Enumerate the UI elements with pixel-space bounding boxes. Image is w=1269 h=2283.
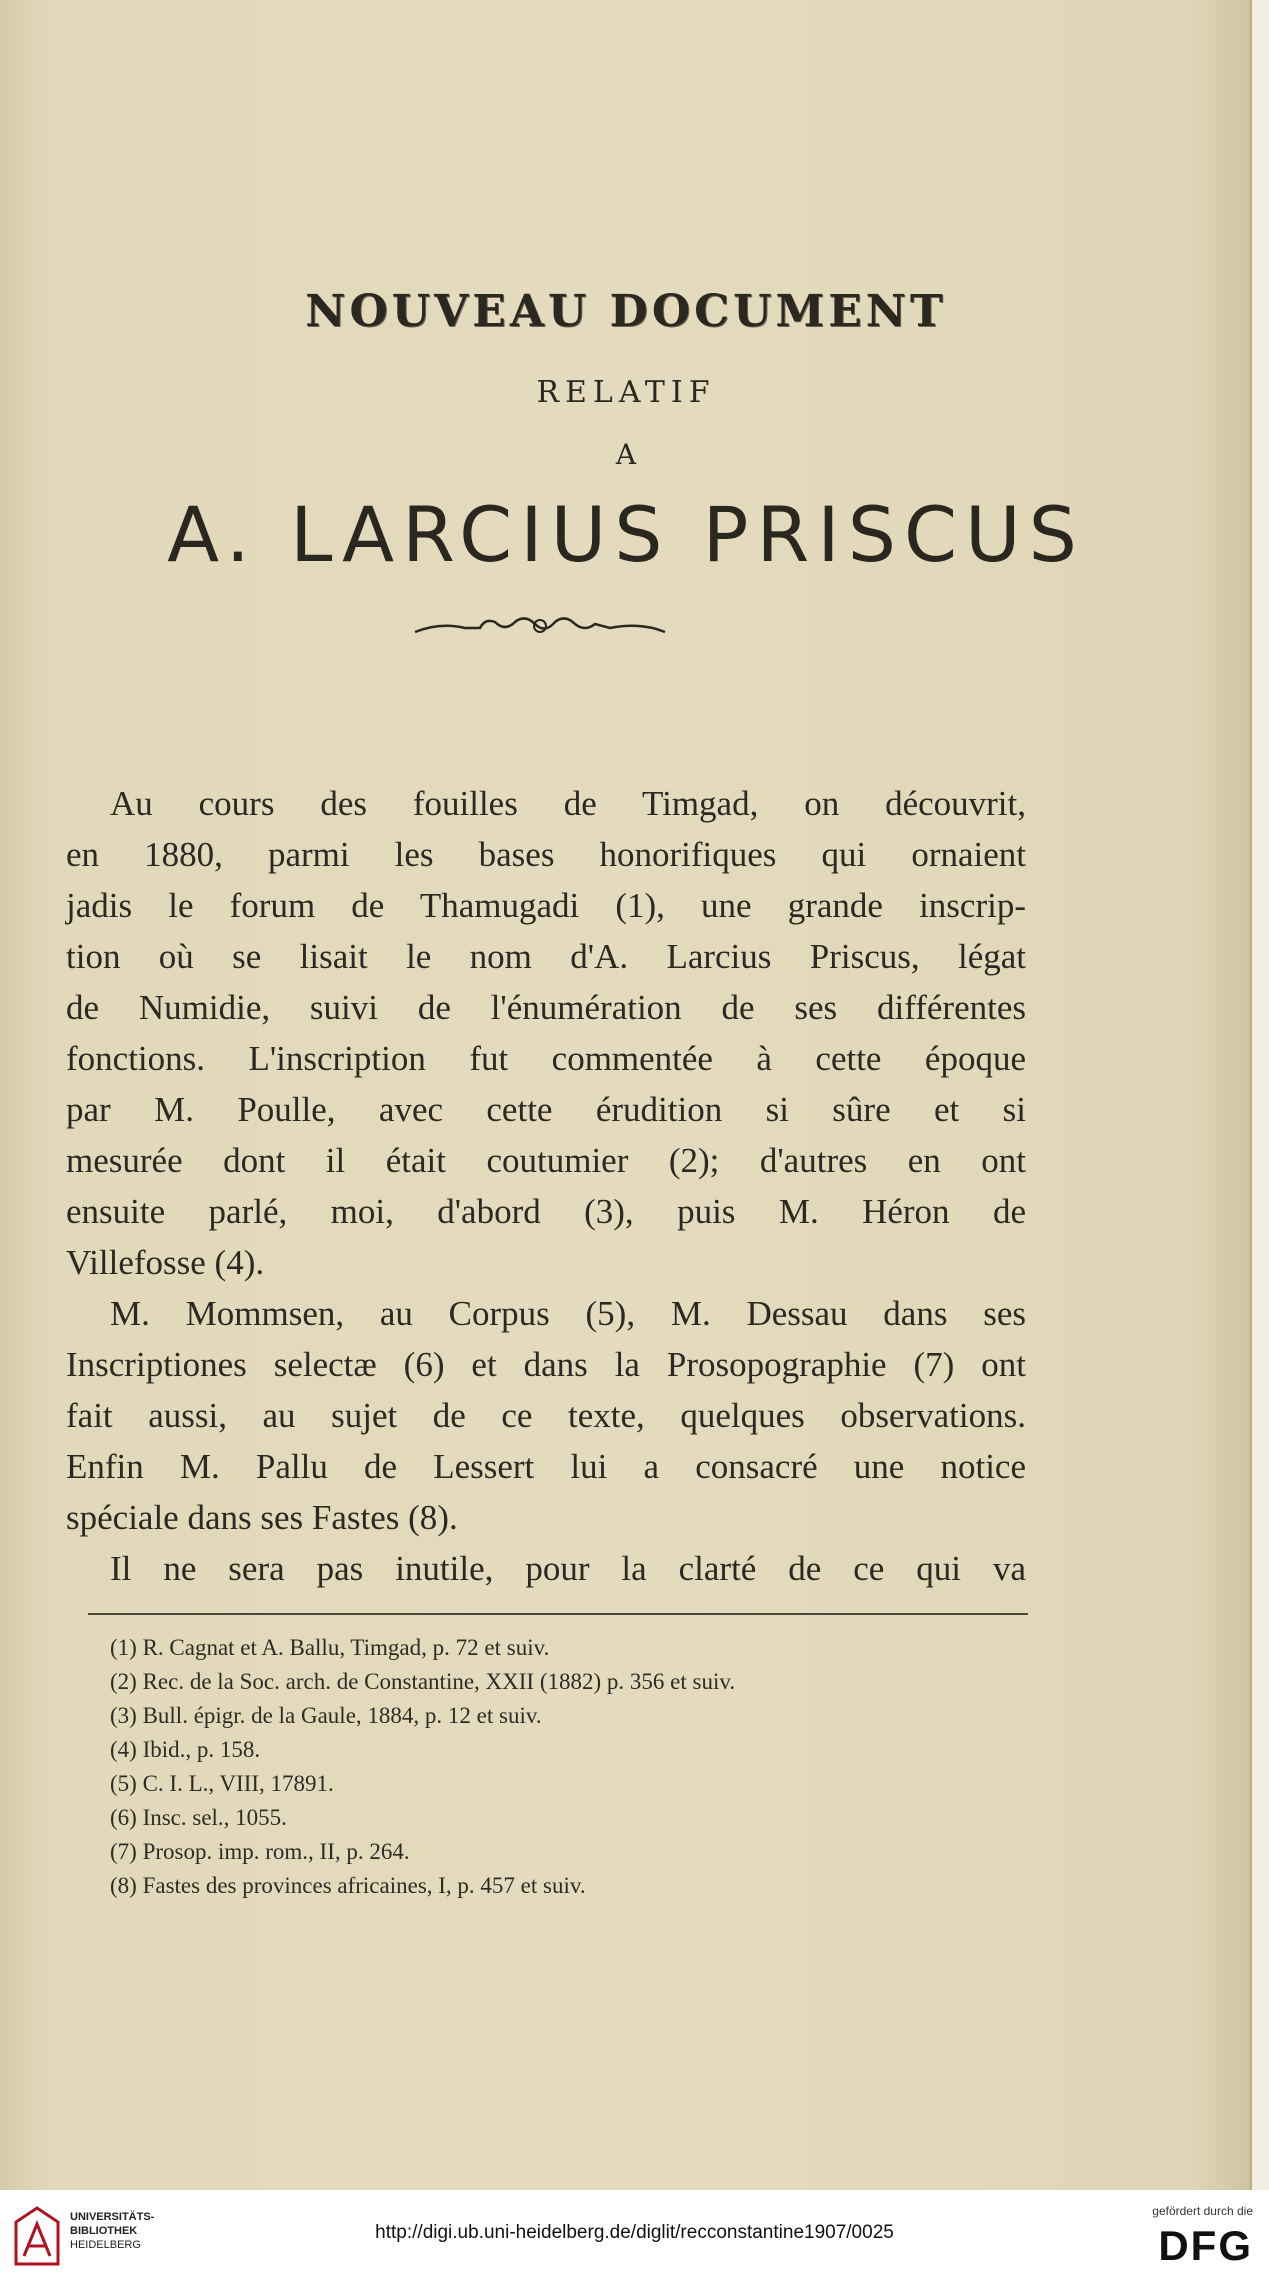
- body-line: mesurée dont il était coutumier (2); d'autres en ont: [66, 1141, 1026, 1180]
- ornament-divider-icon: [410, 612, 670, 642]
- body-line: fait aussi, au sujet de ce texte, quelques observations.: [66, 1396, 1026, 1435]
- permalink-url[interactable]: http://digi.ub.uni-heidelberg.de/diglit/recconstantine1907/0025: [375, 2222, 894, 2243]
- body-line: spéciale dans ses Fastes (8).: [66, 1498, 458, 1537]
- library-name-line: UNIVERSITÄTS-: [70, 2211, 155, 2223]
- body-line: par M. Poulle, avec cette érudition si sûre et si: [66, 1090, 1026, 1129]
- body-line: Enfin M. Pallu de Lessert lui a consacré une notice: [66, 1447, 1026, 1486]
- body-line: Au cours des fouilles de Timgad, on découvrit,: [110, 784, 1026, 823]
- body-line: ensuite parlé, moi, d'abord (3), puis M. Héron de: [66, 1192, 1026, 1231]
- viewer-footer: [0, 2190, 1269, 2283]
- page-edge: [1250, 0, 1269, 2190]
- footnote: (4) Ibid., p. 158.: [110, 1737, 261, 1762]
- body-paragraph: [66, 778, 1026, 1594]
- library-name-line: BIBLIOTHEK: [70, 2225, 138, 2237]
- title-line-4: A. LARCIUS PRISCUS: [167, 490, 1085, 579]
- title-line-2: RELATIF: [536, 375, 716, 410]
- library-name-line: HEIDELBERG: [70, 2239, 141, 2251]
- body-line: en 1880, parmi les bases honorifiques qui ornaient: [66, 835, 1026, 874]
- dfg-logo[interactable]: DFG: [1158, 2222, 1253, 2269]
- body-line: M. Mommsen, au Corpus (5), M. Dessau dans ses: [110, 1294, 1026, 1333]
- footnote: (1) R. Cagnat et A. Ballu, Timgad, p. 72 et suiv.: [110, 1635, 550, 1660]
- title-line-3: A: [615, 438, 637, 471]
- body-line: Il ne sera pas inutile, pour la clarté de ce qui va: [110, 1549, 1026, 1588]
- footnote: (8) Fastes des provinces africaines, I, p. 457 et suiv.: [110, 1873, 586, 1898]
- body-line: fonctions. L'inscription fut commentée à cette époque: [66, 1039, 1026, 1078]
- title-line-1: NOUVEAU DOCUMENT: [305, 286, 947, 337]
- funded-by-label: gefördert durch die: [1152, 2204, 1253, 2218]
- body-line: de Numidie, suivi de l'énumération de ses différentes: [66, 988, 1026, 1027]
- body-line: Villefosse (4).: [66, 1243, 265, 1282]
- footnote: (6) Insc. sel., 1055.: [110, 1805, 287, 1830]
- footnotes: [110, 1631, 1040, 1903]
- body-line: tion où se lisait le nom d'A. Larcius Priscus, légat: [66, 937, 1026, 976]
- body-line: jadis le forum de Thamugadi (1), une grande inscrip-: [66, 886, 1026, 925]
- footnote-divider: [88, 1613, 1028, 1615]
- footnote: (7) Prosop. imp. rom., II, p. 264.: [110, 1839, 410, 1864]
- body-line: Inscriptiones selectæ (6) et dans la Prosopographie (7) ont: [66, 1345, 1026, 1384]
- footnote: (2) Rec. de la Soc. arch. de Constantine, XXII (1882) p. 356 et suiv.: [110, 1669, 736, 1694]
- footnote: (3) Bull. épigr. de la Gaule, 1884, p. 12 et suiv.: [110, 1703, 542, 1728]
- footnote: (5) C. I. L., VIII, 17891.: [110, 1771, 334, 1796]
